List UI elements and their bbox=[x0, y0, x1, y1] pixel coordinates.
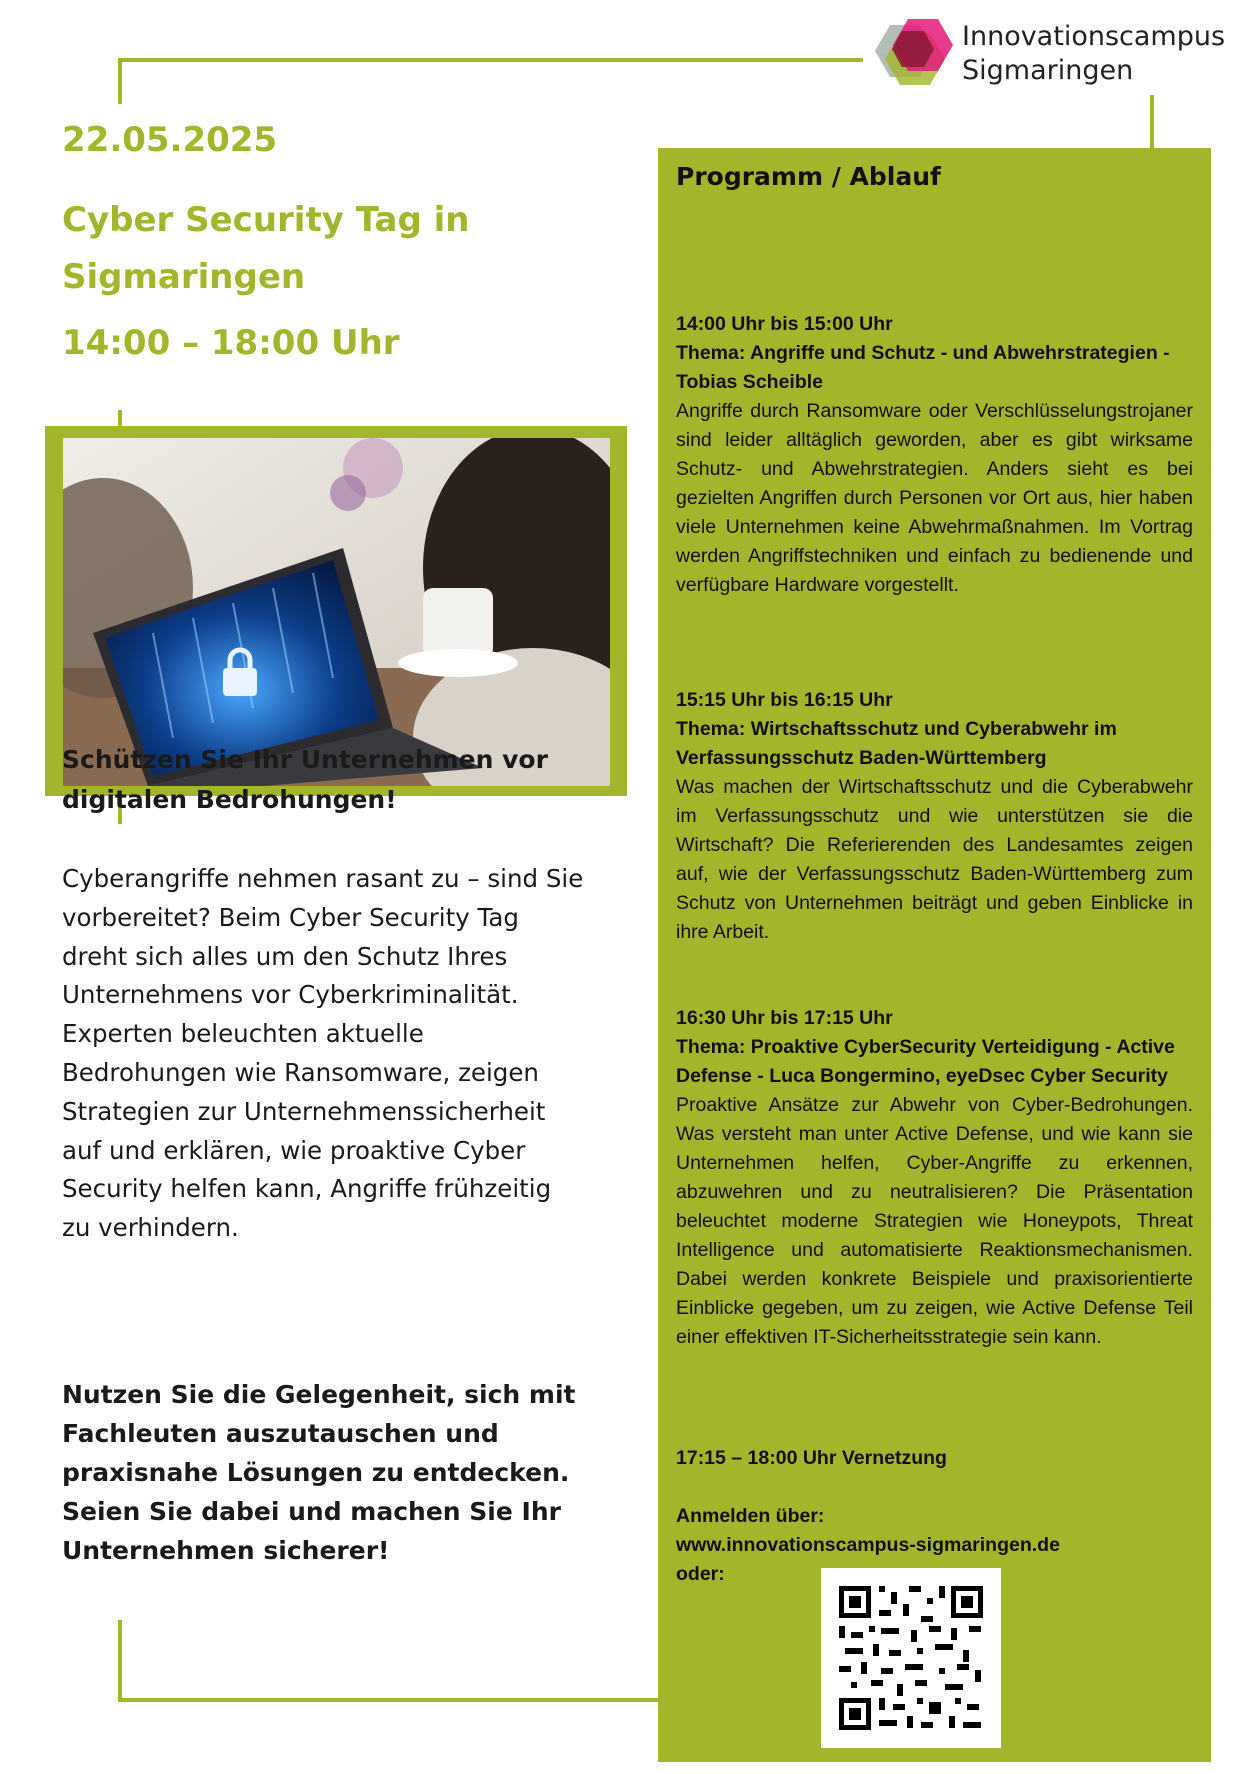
intro-cta-line: praxisnahe Lösungen zu entdecken. bbox=[62, 1458, 570, 1487]
intro-body-line: dreht sich alles um den Schutz Ihres bbox=[62, 941, 508, 971]
photo-illustration bbox=[63, 438, 610, 786]
intro-cta-line: Seien Sie dabei und machen Sie Ihr bbox=[62, 1497, 561, 1526]
program-panel bbox=[658, 148, 1211, 1762]
session-time: 15:15 Uhr bis 16:15 Uhr bbox=[676, 689, 893, 711]
frame-line-left-bottom bbox=[118, 1620, 122, 1702]
session-2 bbox=[676, 686, 1193, 947]
intro-body-line: auf und erklären, wie proaktive Cyber bbox=[62, 1135, 526, 1165]
register-or: oder: bbox=[676, 1563, 725, 1585]
program-title: Programm / Ablauf bbox=[676, 162, 941, 191]
event-title-line2: Sigmaringen bbox=[62, 257, 306, 297]
intro-body-line: zu verhindern. bbox=[62, 1213, 239, 1243]
frame-line-top bbox=[118, 58, 863, 62]
intro-body-line: Unternehmens vor Cyberkriminalität. bbox=[62, 980, 519, 1010]
intro-body-line: Strategien zur Unternehmenssicherheit bbox=[62, 1096, 546, 1126]
event-time: 14:00 – 18:00 Uhr bbox=[62, 323, 400, 363]
intro-cta-line: Nutzen Sie die Gelegenheit, sich mit bbox=[62, 1380, 576, 1409]
session-1 bbox=[676, 310, 1193, 600]
register-url[interactable]: www.innovationscampus-sigmaringen.de bbox=[676, 1534, 1060, 1556]
intro-body bbox=[62, 860, 602, 1248]
session-time: 16:30 Uhr bis 17:15 Uhr bbox=[676, 1007, 893, 1029]
logo-line2: Sigmaringen bbox=[962, 55, 1134, 86]
logo-line1: Innovationscampus bbox=[962, 21, 1226, 52]
event-title bbox=[62, 192, 582, 306]
intro-body-line: Experten beleuchten aktuelle bbox=[62, 1019, 424, 1049]
intro-body-line: Cyberangriffe nehmen rasant zu – sind Sie bbox=[62, 864, 584, 893]
event-date: 22.05.2025 bbox=[62, 120, 278, 160]
session-topic: Thema: Wirtschaftsschutz und Cyberabwehr im Verfassungsschutz Baden-Württemberg bbox=[676, 718, 1117, 769]
frame-line-bottom bbox=[118, 1698, 663, 1702]
qr-code[interactable] bbox=[821, 1568, 1001, 1748]
event-title-line1: Cyber Security Tag in bbox=[62, 200, 470, 240]
networking bbox=[676, 1444, 1193, 1473]
register-label: Anmelden über: bbox=[676, 1505, 825, 1527]
session-description: Was machen der Wirtschaftsschutz und die Cyberabwehr im Verfassungsschutz und wie unterstützen sie die Wirtschaft? Die Referierenden des Landesamtes zeigen auf, wie der Verfassungsschutz Baden-Württemberg zum Schutz von Unternehmen beiträgt und geben Einblicke in ihre Arbeit. bbox=[676, 776, 1193, 943]
innovationscampus-logo-icon bbox=[868, 15, 958, 95]
laptop-lock-photo bbox=[63, 438, 610, 786]
qr-code-icon bbox=[821, 1568, 1001, 1748]
session-3 bbox=[676, 1004, 1193, 1352]
lock-icon bbox=[223, 668, 257, 696]
intro-headline-line1: Schützen Sie Ihr Unternehmen vor bbox=[62, 745, 548, 774]
session-topic: Thema: Angriffe und Schutz - und Abwehrstrategien - Tobias Scheible bbox=[676, 342, 1170, 393]
session-description: Angriffe durch Ransomware oder Verschlüsselungstrojaner sind leider alltäglich geworden, aber es gibt wirksame Schutz- und Abwehrstrategien. Anders sieht es bei gezielten Angriffen durch Personen vor Ort aus, hier haben viele Unternehmen keine Abwehrmaßnahmen. Im Vortrag werden Angriffstechniken und einfach zu bedienende und verfügbare Hardware vorgestellt. bbox=[676, 400, 1193, 596]
session-time: 14:00 Uhr bis 15:00 Uhr bbox=[676, 313, 893, 335]
intro-cta-line: Fachleuten auszutauschen und bbox=[62, 1419, 499, 1448]
session-description: Proaktive Ansätze zur Abwehr von Cyber-Bedrohungen. Was versteht man unter Active Defense, und wie kann sie Unternehmen helfen, Cyber-Angriffe zu erkennen, abzuwehren und zu neutralisieren? Die Präsentation beleuchtet moderne Strategien wie Honeypots, Threat Intelligence und automatisierte Reaktionsmechanismen. Dabei werden konkrete Beispiele und praxisorientierte Einblicke gegeben, um zu zeigen, wie Active Defense Teil einer effektiven IT-Sicherheitsstrategie sein kann. bbox=[676, 1094, 1193, 1348]
logo-wordmark bbox=[962, 20, 1225, 88]
session-topic: Thema: Proaktive CyberSecurity Verteidigung - Active Defense - Luca Bongermino, eyeDsec Cyber Security bbox=[676, 1036, 1175, 1087]
intro-headline-line2: digitalen Bedrohungen! bbox=[62, 784, 397, 814]
frame-line-right bbox=[1150, 95, 1154, 150]
intro-cta bbox=[62, 1375, 602, 1570]
intro-headline bbox=[62, 740, 602, 819]
intro-body-line: vorbereitet? Beim Cyber Security Tag bbox=[62, 902, 519, 932]
networking-label: 17:15 – 18:00 Uhr Vernetzung bbox=[676, 1447, 947, 1469]
intro-body-line: Bedrohungen wie Ransomware, zeigen bbox=[62, 1057, 539, 1087]
intro-cta-line: Unternehmen sicherer! bbox=[62, 1536, 390, 1565]
frame-line-left-top bbox=[118, 58, 122, 104]
intro-body-line: Security helfen kann, Angriffe frühzeitig bbox=[62, 1174, 552, 1204]
